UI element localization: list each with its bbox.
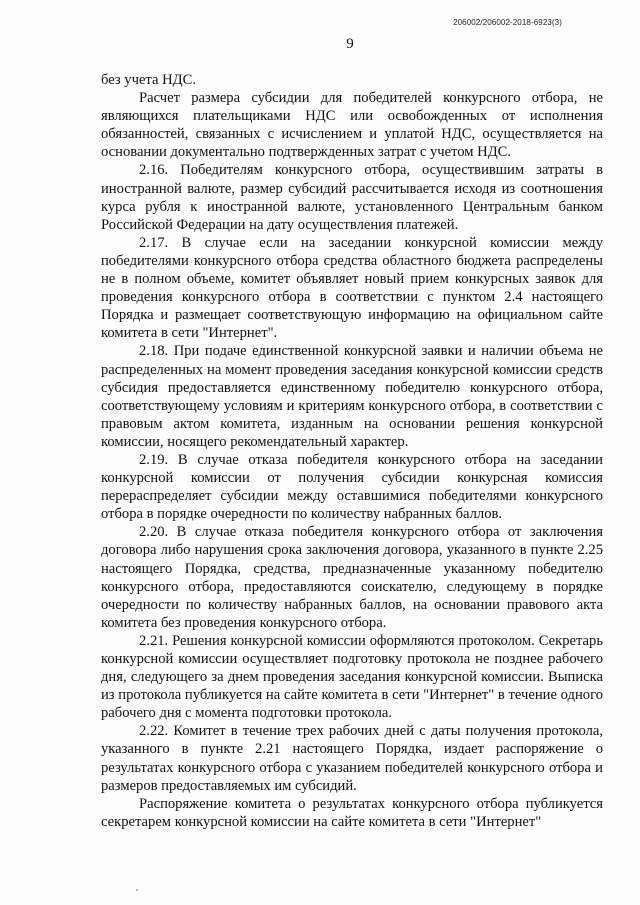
paragraph-vat-calculation: Расчет размера субсидии для победителей конкурсного отбора, не являющихся плательщиками НДС или освобожденных от исполнения обязанностей, связанных с исчислением и уплатой НДС, осуществляется на основании документально подтвержденных затрат с учетом НДС.: [101, 90, 603, 161]
paragraph-2-21: 2.21. Решения конкурсной комиссии оформляются протоколом. Секретарь конкурсной комиссии осуществляет подготовку протокола не позднее рабочего дня, следующего за днем проведения заседания конкурсной комиссии. Выписка из протокола публикуется на сайте комитета в сети "Интернет" в течение одного рабочего дня с момента подготовки протокола.: [101, 632, 603, 722]
document-code: 206002/206002-2018-6923(3): [453, 18, 562, 27]
paragraph-2-18: 2.18. При подаче единственной конкурсной заявки и наличии объема не распределенных на момент проведения заседания конкурсной комиссии средств субсидия предоставляется единственному победителю конкурсного отбора, соответствующему условиям и критериям конкурсного отбора, в соответствии с правовым актом комитета, изданным на основании решения конкурсной комиссии, носящего рекомендательный характер.: [101, 343, 603, 450]
scan-speck: [136, 889, 138, 891]
paragraph-2-17: 2.17. В случае если на заседании конкурсной комиссии между победителями конкурсного отбора средства областного бюджета распределены не в полном объеме, комитет объявляет новый прием конкурсных заявок для проведения конкурсного отбора в соответствии с пунктом 2.4 настоящего Порядка и размещает соответствующую информацию на официальном сайте комитета в сети "Интернет".: [101, 234, 603, 342]
paragraph-publication: Распоряжение комитета о результатах конкурсного отбора публикуется секретарем конкурсной комиссии на сайте комитета в сети "Интернет": [101, 795, 603, 830]
page-number: 9: [346, 36, 354, 52]
document-body: [101, 71, 603, 831]
paragraph-continuation: без учета НДС.: [101, 72, 196, 88]
paragraph-2-22: 2.22. Комитет в течение трех рабочих дней с даты получения протокола, указанного в пункте 2.21 настоящего Порядка, издает распоряжение о результатах конкурсного отбора с указанием победителей конкурсного отбора и размеров предоставляемых им субсидий.: [101, 723, 603, 794]
paragraph-2-20: 2.20. В случае отказа победителя конкурсного отбора от заключения договора либо нарушения срока заключения договора, указанного в пункте 2.25 настоящего Порядка, средства, предназначенные указанному победителю конкурсного отбора, предоставляются соискателю, следующему в порядке очередности по количеству набранных баллов, на основании правового акта комитета без проведения конкурсного отбора.: [101, 524, 603, 631]
paragraph-2-16: 2.16. Победителям конкурсного отбора, осуществившим затраты в иностранной валюте, размер субсидий рассчитывается исходя из соотношения курса рубля к иностранной валюте, установленного Центральным банком Российской Федерации на дату осуществления платежей.: [101, 162, 603, 233]
paragraph-2-19: 2.19. В случае отказа победителя конкурсного отбора на заседании конкурсной комиссии от получения субсидии конкурсная комиссия перераспределяет субсидии между оставшимися победителями конкурсного отбора в порядке очередности по количеству набранных баллов.: [101, 451, 603, 523]
